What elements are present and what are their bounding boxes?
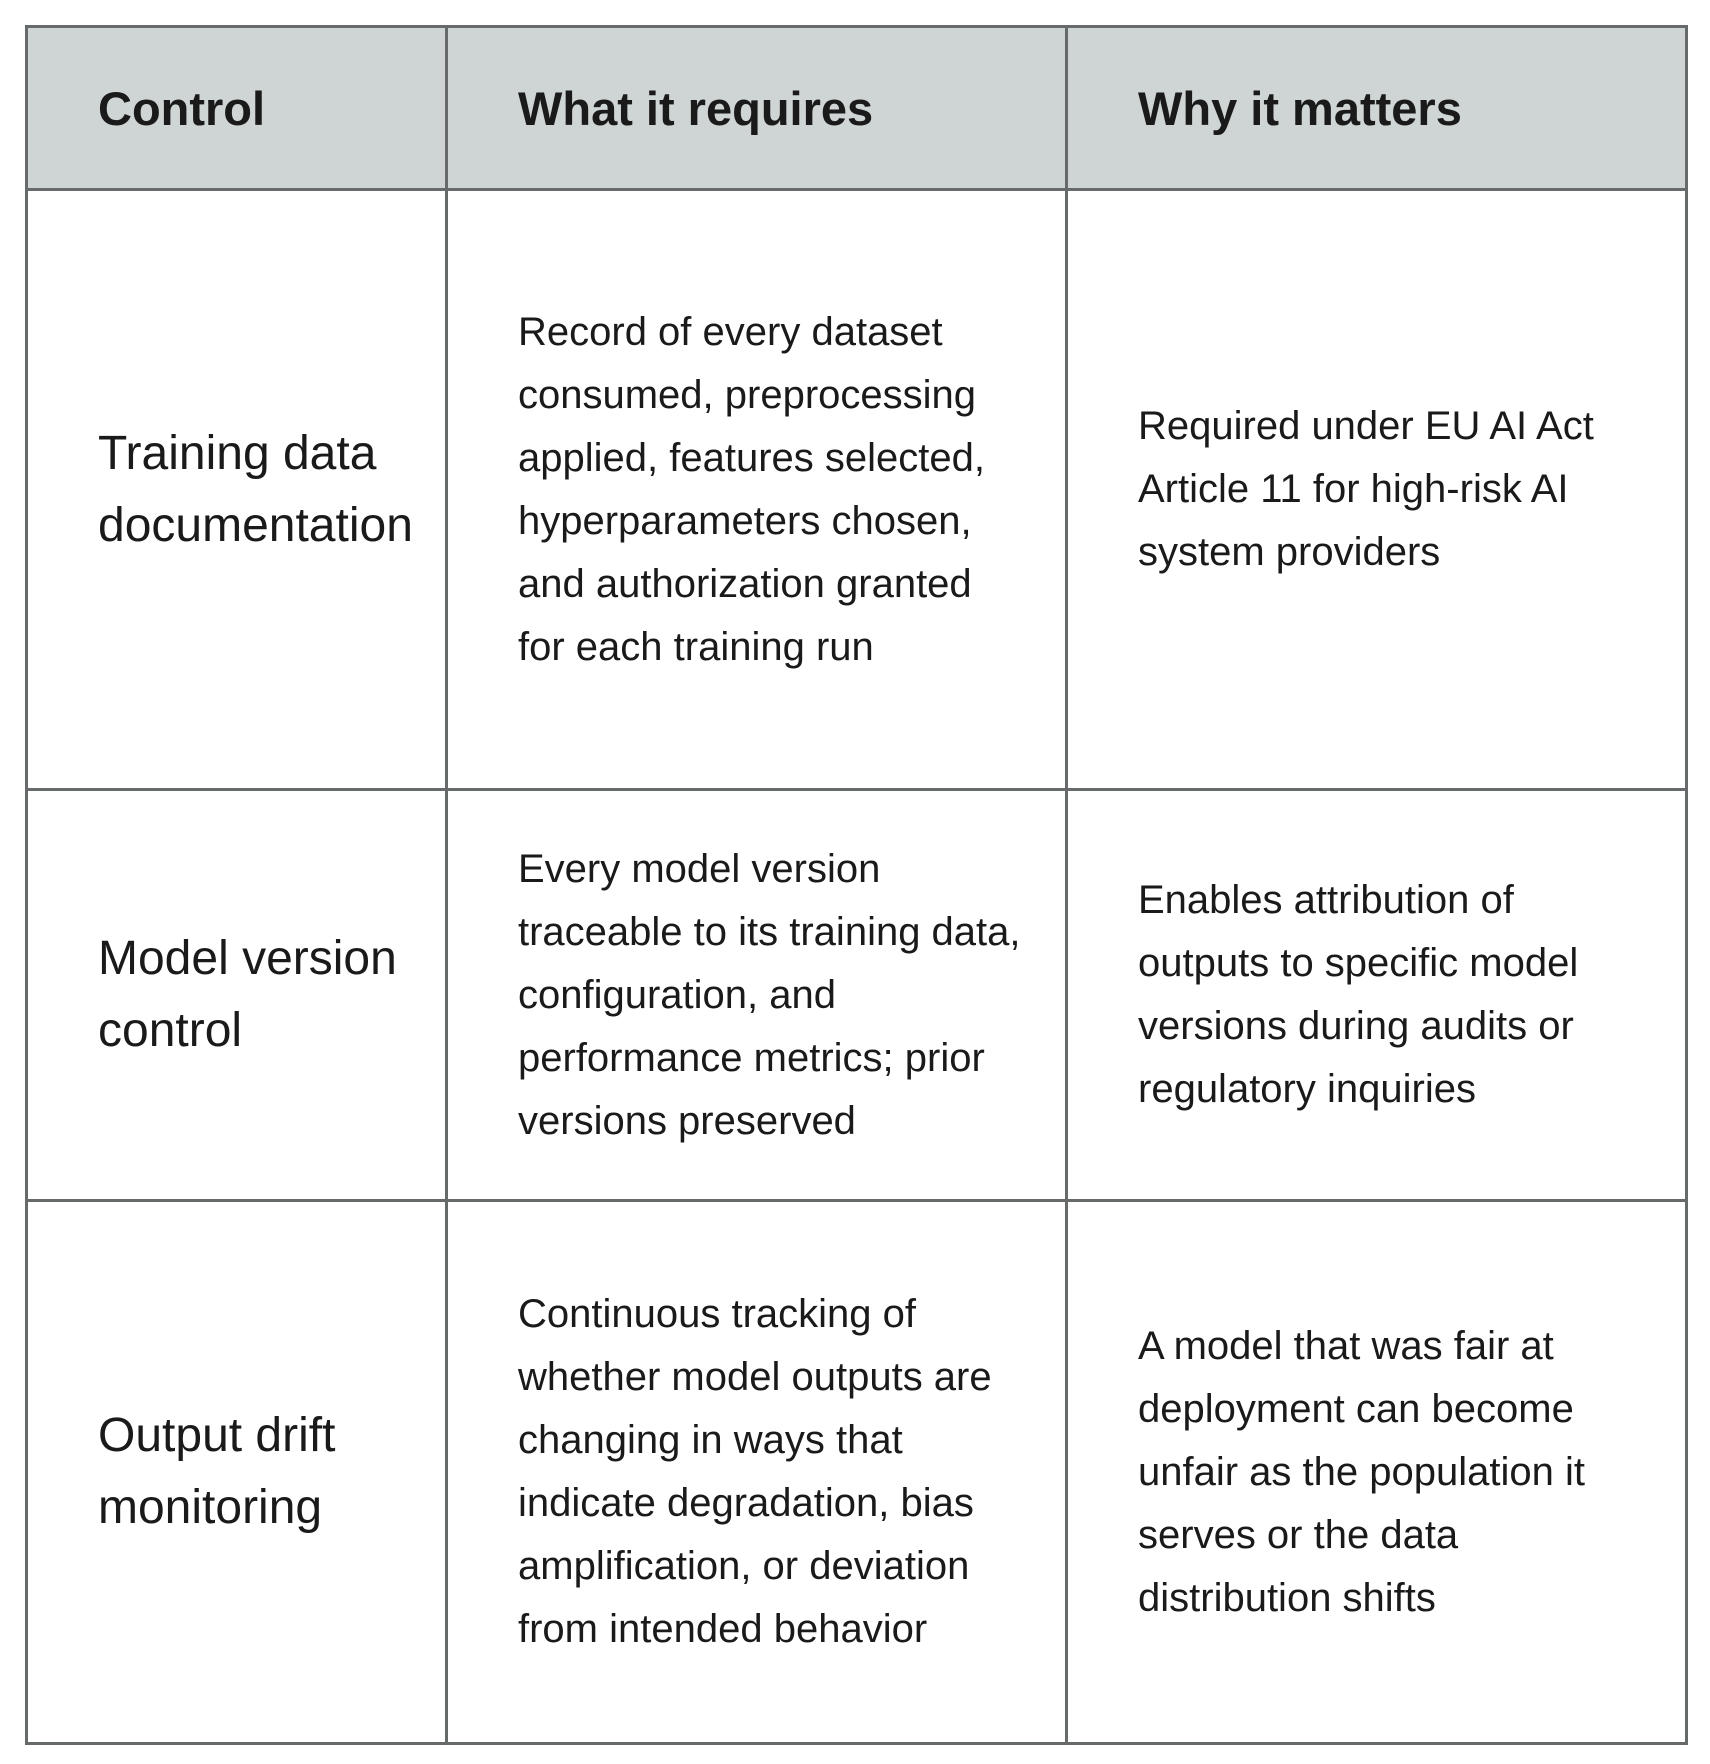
header-what-it-requires: What it requires [447,27,1067,190]
cell-requires: Continuous tracking of whether model outputs are changing in ways that indicate degradation, bias amplification, or deviation from intended behavior [447,1201,1067,1744]
controls-table [25,25,1688,1745]
header-why-it-matters: Why it matters [1067,27,1687,190]
cell-matters: A model that was fair at deployment can become unfair as the population it serves or the data distribution shifts [1067,1201,1687,1744]
cell-requires: Record of every dataset consumed, preprocessing applied, features selected, hyperparameters chosen, and authorization granted for each training run [447,190,1067,790]
controls-table-container [25,25,1685,1739]
table-row [27,1201,1687,1744]
cell-matters: Required under EU AI Act Article 11 for high-risk AI system providers [1067,190,1687,790]
header-control: Control [27,27,447,190]
table-row [27,190,1687,790]
cell-matters: Enables attribution of outputs to specific model versions during audits or regulatory inquiries [1067,790,1687,1201]
table-body [27,190,1687,1744]
cell-requires: Every model version traceable to its training data, configuration, and performance metrics; prior versions preserved [447,790,1067,1201]
table-row [27,790,1687,1201]
cell-control: Training data documentation [27,190,447,790]
header-row [27,27,1687,190]
cell-control: Output drift monitoring [27,1201,447,1744]
table-header [27,27,1687,190]
cell-control: Model version control [27,790,447,1201]
